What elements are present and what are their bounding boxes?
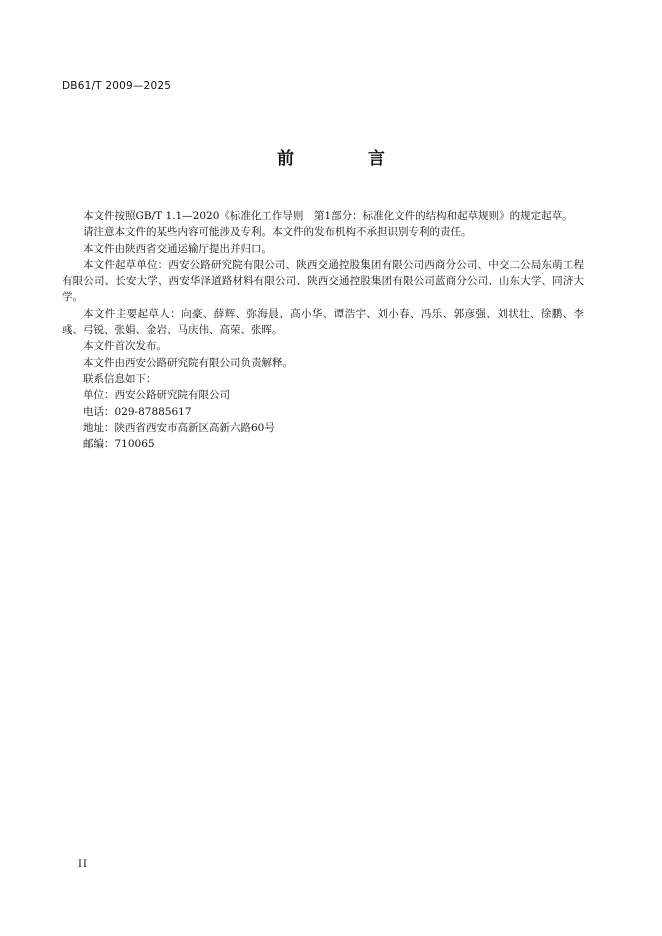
page-title: 前 言 bbox=[277, 149, 419, 169]
paragraph-proposer: 本文件由陕西省交通运输厅提出并归口。 bbox=[83, 242, 272, 255]
paragraph-patent-notice: 请注意本文件的某些内容可能涉及专利。本文件的发布机构不承担识别专利的责任。 bbox=[83, 226, 472, 239]
paragraph-drafting-units: 本文件起草单位：西安公路研究院有限公司、陕西交通控股集团有限公司西商分公司、中交二公局东萌工程有限公司、长安大学、西安华泽道路材料有限公司、陕西交通控股集团有限公司蓝商分公司、山东大学、同济大学。 bbox=[62, 258, 584, 304]
paragraph-drafting-rules: 本文件按照GB/T 1.1—2020《标准化工作导则 第1部分：标准化文件的结构和起草规则》的规定起草。 bbox=[83, 210, 573, 222]
contact-phone: 电话：029-87885617 bbox=[83, 405, 192, 418]
paragraph-contact-heading: 联系信息如下： bbox=[83, 372, 157, 385]
contact-postcode: 邮编：710065 bbox=[83, 438, 155, 451]
contact-address: 地址：陕西省西安市高新区高新六路60号 bbox=[83, 421, 275, 434]
page-number: II bbox=[78, 859, 88, 870]
foreword-body bbox=[62, 208, 584, 452]
paragraph-drafters: 本文件主要起草人：向豪、薛辉、弥海晨、高小华、谭浩宇、刘小春、冯乐、郭彦强、刘状壮、徐鹏、李彧、弓锐、张娟、金岩、马庆伟、高荣、张晖。 bbox=[62, 307, 584, 337]
contact-unit: 单位：西安公路研究院有限公司 bbox=[83, 389, 230, 402]
paragraph-first-release: 本文件首次发布。 bbox=[83, 340, 167, 353]
document-code: DB61/T 2009—2025 bbox=[62, 80, 172, 92]
paragraph-interpretation: 本文件由西安公路研究院有限公司负责解释。 bbox=[83, 356, 293, 369]
